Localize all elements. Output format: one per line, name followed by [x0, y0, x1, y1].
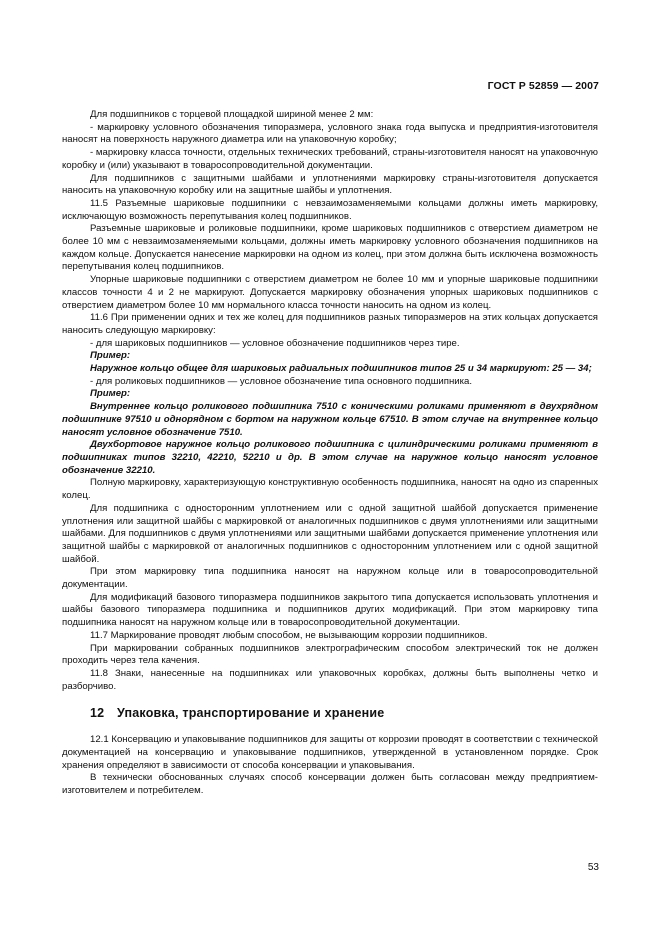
- paragraph: При этом маркировку типа подшипника наносят на наружном кольце или в товаросопроводительной документации.: [62, 566, 598, 591]
- paragraph: Упорные шариковые подшипники с отверстием диаметром не более 10 мм и упорные шариковые подшипники классов точности 4 и 2 не маркируют. Допускается маркировку обозначения упорных шариковых подшипников с отверстием диаметром более 10 мм нормального класса точности наносить на одном из колец.: [62, 274, 598, 311]
- paragraph: В технически обоснованных случаях способ консервации должен быть согласован между предприятием-изготовителем и потребителем.: [62, 772, 598, 797]
- paragraph: 12.1 Консервацию и упаковывание подшипников для защиты от коррозии проводят в соответствии с технической документацией на консервацию и упаковывание подшипников, утвержденной в установленном порядке. Срок хранения определяют в зависимости от способа консервации и упаковывания.: [62, 734, 598, 771]
- example-paragraph: Пример:: [90, 350, 131, 362]
- paragraph: - маркировку класса точности, отдельных технических требований, страны-изготовителя наносят на упаковочную коробку и (или) указывают в товаросопроводительной документации.: [62, 147, 598, 171]
- paragraph: Для подшипников с торцевой площадкой шириной менее 2 мм:: [90, 109, 374, 120]
- paragraph: 11.8 Знаки, нанесенные на подшипниках или упаковочных коробках, должны быть выполнены четко и разборчиво.: [62, 667, 598, 692]
- paragraph: - для шариковых подшипников — условное обозначение подшипников через тире.: [90, 337, 460, 349]
- paragraph: - для роликовых подшипников — условное обозначение типа основного подшипника.: [90, 375, 473, 387]
- paragraph: 11.6 При применении одних и тех же колец для подшипников разных типоразмеров на этих кольцах допускается наносить следующую маркировку:: [62, 312, 598, 336]
- paragraph: Для подшипника с односторонним уплотнением или с одной защитной шайбой допускается применение уплотнения или защитной шайбы с маркировкой от аналогичных подшипников с двумя уплотнениями или защитными шайбами. Для подшипников с двумя уплотнениями или защитными шайбами допускается применение уплотнения или защитной шайбы с маркировкой от аналогичных подшипников с односторонним уплотнением или с одной защитной шайбой.: [62, 502, 598, 565]
- paragraphs-before-section: [62, 109, 598, 693]
- section-title: Упаковка, транспортирование и хранение: [117, 706, 385, 721]
- page-number: 53: [587, 862, 599, 873]
- section-heading: [62, 705, 598, 721]
- section-paragraphs: [62, 734, 598, 798]
- paragraph: Для модификаций базового типоразмера подшипников закрытого типа допускается использовать уплотнения и шайбы базового типоразмера подшипника и подшипников других модификаций. При этом маркировку типа подшипника наносят на наружном кольце или в товаросопроводительной документации.: [62, 591, 598, 629]
- paragraph: При маркировании собранных подшипников электрографическим способом электрический ток не должен проходить через тела качения.: [62, 642, 598, 667]
- paragraph: Для подшипников с защитными шайбами и уплотнениями маркировку страны-изготовителя допускается наносить на упаковочную коробку или на защитные шайбы и уплотнения.: [62, 172, 598, 197]
- paragraph: 11.5 Разъемные шариковые подшипники с невзаимозаменяемыми кольцами должны иметь маркировку, исключающую возможность перепутывания колец подшипников.: [62, 197, 598, 222]
- example-paragraph: Внутреннее кольцо роликового подшипника 7510 с коническими роликами применяют в двухрядном подшипнике 97510 и однорядном с бортом на наружном кольце 67510. В этом случае на внутреннее кольцо наносят условное обозначение 7510.: [62, 401, 598, 438]
- document-body: [62, 109, 598, 798]
- paragraph: - маркировку условного обозначения типоразмера, условного знака года выпуска и предприятия-изготовителя наносят на поверхность наружного диаметра или на упаковочную коробку;: [62, 121, 598, 146]
- example-paragraph: Двухбортовое наружное кольцо роликового подшипника с цилиндрическими роликами применяют в подшипниках типов 32210, 42210, 52210 и др. В этом случае на наружное кольцо наносят условное обозначение 32210.: [62, 439, 598, 476]
- paragraph: Разъемные шариковые и роликовые подшипники, кроме шариковых подшипников с отверстием диаметром не более 10 мм с невзаимозаменяемыми кольцами, должны иметь маркировку условного обозначения подшипников на каждом кольце. Допускается нанесение маркировки на одном из колец, при этом должна быть исключена возможность перепутывания колец подшипников.: [62, 223, 598, 273]
- section-number: 12: [90, 706, 105, 721]
- paragraph: Полную маркировку, характеризующую конструктивную особенность подшипника, наносят на одно из спаренных колец.: [62, 477, 598, 502]
- paragraph: 11.7 Маркирование проводят любым способом, не вызывающим коррозии подшипников.: [90, 629, 488, 641]
- example-paragraph: Пример:: [90, 388, 131, 400]
- document-header: ГОСТ Р 52859 — 2007: [487, 80, 599, 92]
- example-paragraph: Наружное кольцо общее для шариковых радиальных подшипников типов 25 и 34 маркируют: 25 — 34;: [90, 363, 592, 375]
